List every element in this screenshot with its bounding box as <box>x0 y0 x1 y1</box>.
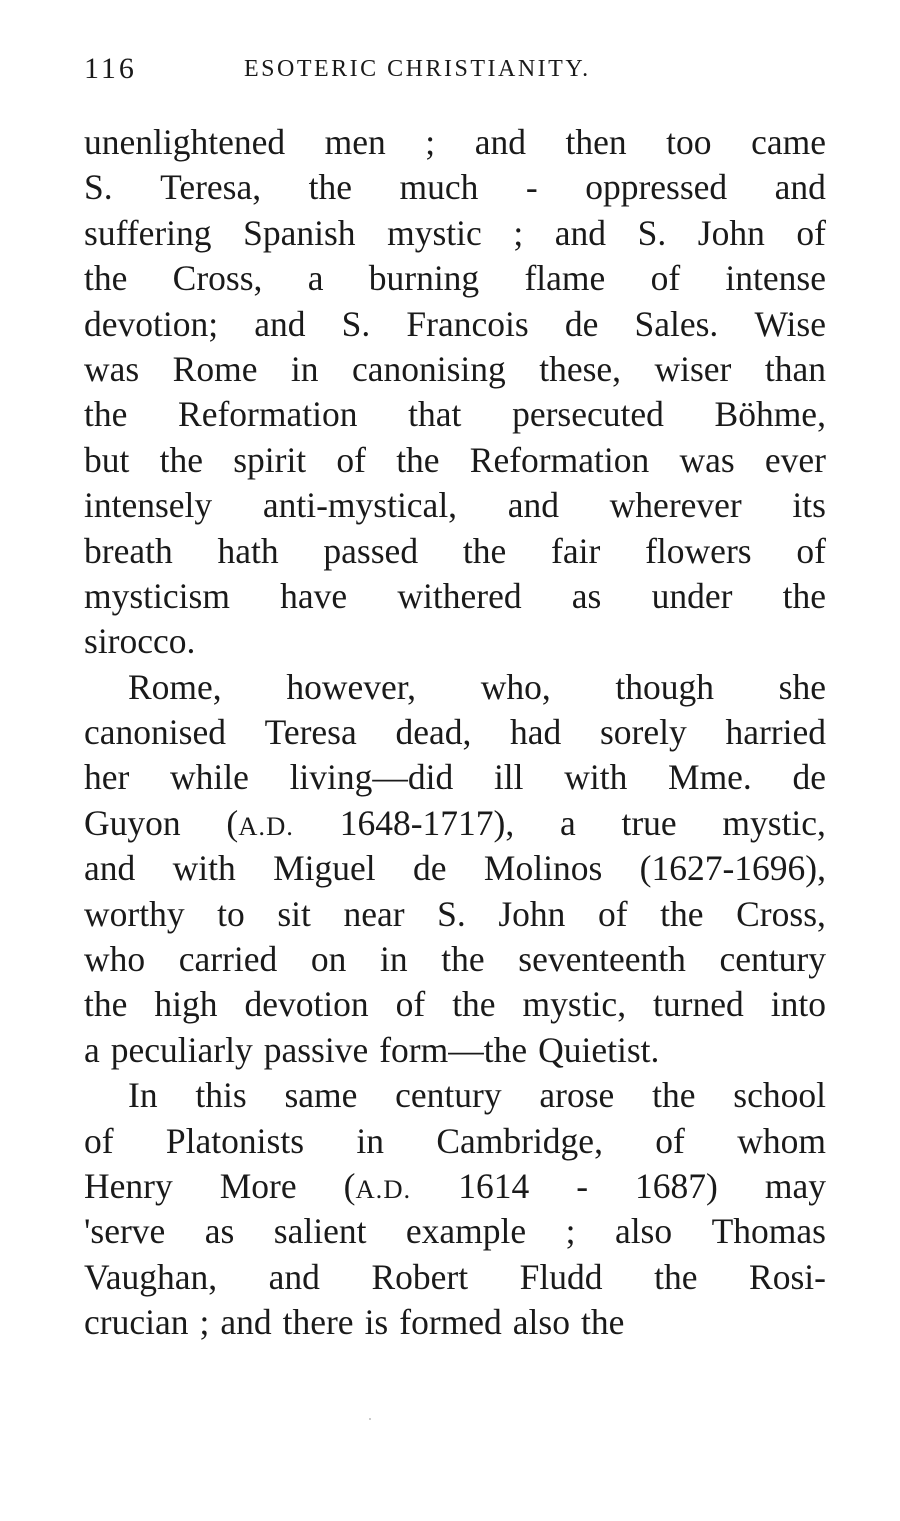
text-line: Rome, however, who, though she <box>128 666 826 707</box>
text-line: mysticism have withered as under the <box>84 575 826 616</box>
text-line: who carried on in the seventeenth century <box>84 939 826 980</box>
text-line: the high devotion of the mystic, turned into <box>84 984 826 1025</box>
text-line: canonised Teresa dead, had sorely harried <box>84 712 826 753</box>
text-line: S. Teresa, the much - oppressed and <box>84 167 826 208</box>
text-line: In this same century arose the school <box>128 1075 826 1116</box>
text-line: the Reformation that persecuted Böhme, <box>84 394 826 435</box>
running-title: ESOTERIC CHRISTIANITY. <box>244 56 591 82</box>
print-speck <box>369 1418 371 1420</box>
text-line: Guyon (A.D. 1648-1717), a true mystic, <box>84 802 826 843</box>
text-line: suffering Spanish mystic ; and S. John of <box>84 212 826 253</box>
text-line: her while living—did ill with Mme. de <box>84 757 826 798</box>
text-line: the Cross, a burning flame of intense <box>84 258 826 299</box>
text-line: devotion; and S. Francois de Sales. Wise <box>84 303 826 344</box>
text-line: but the spirit of the Reformation was ever <box>84 439 826 480</box>
text-line: sirocco. <box>84 621 196 662</box>
running-head <box>84 52 826 96</box>
text-line: a peculiarly passive form—the Quietist. <box>84 1029 660 1070</box>
text-line: breath hath passed the fair flowers of <box>84 530 826 571</box>
text-line: intensely anti-mystical, and wherever its <box>84 485 826 526</box>
text-line: of Platonists in Cambridge, of whom <box>84 1120 826 1161</box>
text-line: crucian ; and there is formed also the <box>84 1302 625 1343</box>
page-number: 116 <box>84 52 137 85</box>
text-line: and with Miguel de Molinos (1627-1696), <box>84 848 826 889</box>
text-line: 'serve as salient example ; also Thomas <box>84 1211 826 1252</box>
text-line: Vaughan, and Robert Fludd the Rosi- <box>84 1256 826 1297</box>
text-line: Henry More (A.D. 1614 - 1687) may <box>84 1165 826 1206</box>
paragraph <box>84 1073 826 1345</box>
text-line: unenlightened men ; and then too came <box>84 122 826 162</box>
body-text <box>84 120 826 1346</box>
paragraph <box>84 665 826 1074</box>
text-line: worthy to sit near S. John of the Cross, <box>84 893 826 934</box>
paragraph <box>84 120 826 665</box>
text-line: was Rome in canonising these, wiser than <box>84 348 826 389</box>
